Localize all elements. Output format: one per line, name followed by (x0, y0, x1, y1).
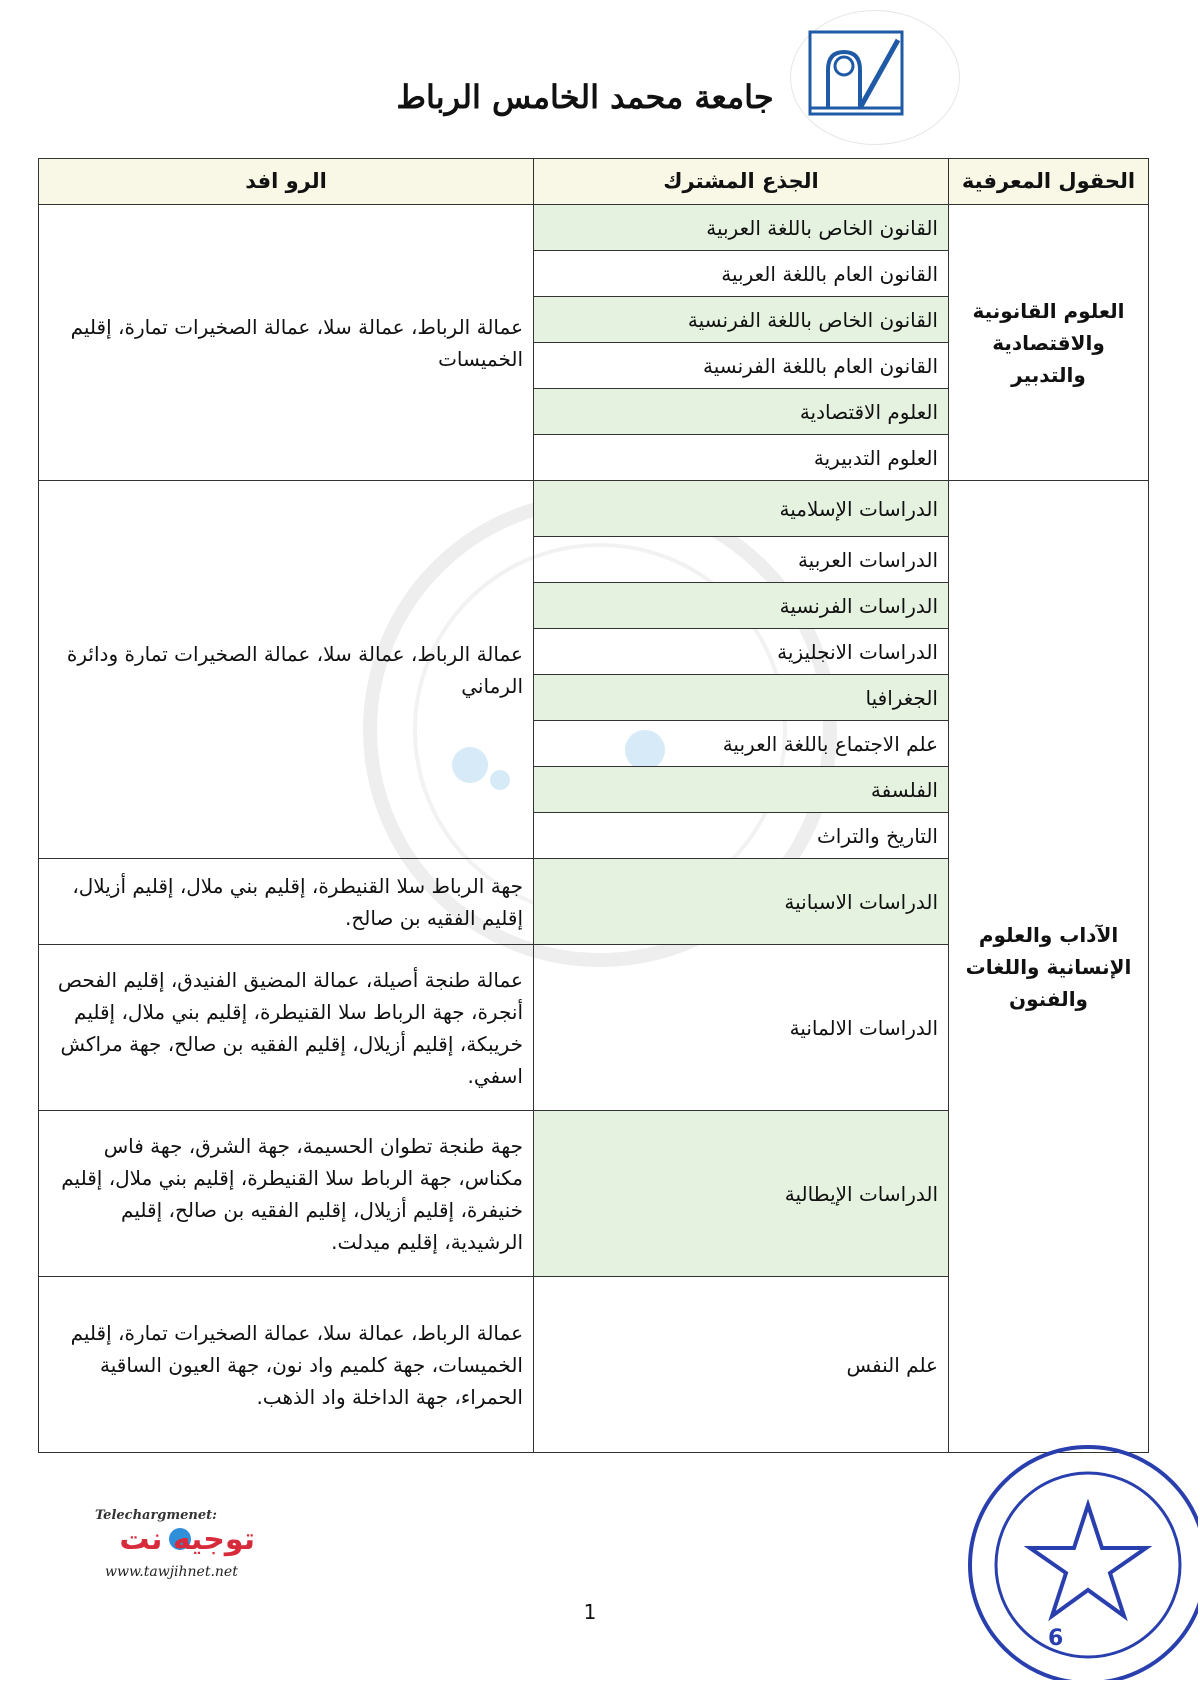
tawjihnet-logo (95, 1508, 285, 1588)
header-tronc: الجذع المشترك (534, 159, 949, 205)
rawafid-cell: عمالة الرباط، عمالة سلا، عمالة الصخيرات تمارة، إقليم الخميسات، جهة كلميم واد نون، جهة العيون الساقية الحمراء، جهة الداخلة واد الذهب. (39, 1277, 534, 1453)
rawafid-cell: عمالة طنجة أصيلة، عمالة المضيق الفنيدق، إقليم الفحص أنجرة، جهة الرباط سلا القنيطرة، إقليم بني ملال، إقليم خريبكة، إقليم أزيلال، إقليم الفقيه بن صالح، جهة مراكش اسفي. (39, 945, 534, 1111)
tronc-cell: القانون العام باللغة الفرنسية (534, 343, 949, 389)
site-url: www.tawjihnet.net (105, 1564, 238, 1580)
rawafid-cell: جهة طنجة تطوان الحسيمة، جهة الشرق، جهة فاس مكناس، جهة الرباط سلا القنيطرة، إقليم بني ملال، إقليم خنيفرة، إقليم أزيلال، إقليم الفقيه بن صالح، إقليم الرشيدية، إقليم ميدلت. (39, 1111, 534, 1277)
field-cell-letters: الآداب والعلوم الإنسانية واللغات والفنون (949, 481, 1149, 1453)
brand-name: توجيه نت (119, 1522, 255, 1557)
rawafid-cell: عمالة الرباط، عمالة سلا، عمالة الصخيرات تمارة ودائرة الرماني (39, 481, 534, 859)
tronc-cell: الجغرافيا (534, 675, 949, 721)
download-label: Telechargmenet: (95, 1508, 217, 1523)
tronc-cell: القانون العام باللغة العربية (534, 251, 949, 297)
table-row (39, 205, 1149, 251)
svg-text:6: 6 (1048, 1626, 1064, 1651)
rawafid-cell: جهة الرباط سلا القنيطرة، إقليم بني ملال، إقليم أزيلال، إقليم الفقيه بن صالح. (39, 859, 534, 945)
rawafid-cell: عمالة الرباط، عمالة سلا، عمالة الصخيرات تمارة، إقليم الخميسات (39, 205, 534, 481)
tronc-cell: الفلسفة (534, 767, 949, 813)
tronc-cell: التاريخ والتراث (534, 813, 949, 859)
header-rawafid: الرو افد (39, 159, 534, 205)
tronc-cell: الدراسات الفرنسية (534, 583, 949, 629)
header-fields: الحقول المعرفية (949, 159, 1149, 205)
tronc-cell: العلوم الاقتصادية (534, 389, 949, 435)
page-number: 1 (583, 1600, 597, 1624)
field-cell-law: العلوم القانونية والاقتصادية والتدبير (949, 205, 1149, 481)
tronc-cell: الدراسات الانجليزية (534, 629, 949, 675)
official-stamp-icon (948, 1430, 1198, 1680)
table-header-row (39, 159, 1149, 205)
tronc-cell: علم النفس (534, 1277, 949, 1453)
programs-table (38, 158, 1149, 1453)
table-row (39, 481, 1149, 537)
tronc-cell: الدراسات العربية (534, 537, 949, 583)
tronc-cell: العلوم التدبيرية (534, 435, 949, 481)
tronc-cell: الدراسات الاسبانية (534, 859, 949, 945)
page-header (0, 0, 1200, 150)
university-logo-icon (808, 30, 904, 116)
tronc-cell: الدراسات الالمانية (534, 945, 949, 1111)
university-title: جامعة محمد الخامس الرباط (396, 78, 774, 116)
tronc-cell: القانون الخاص باللغة العربية (534, 205, 949, 251)
tronc-cell: الدراسات الإسلامية (534, 481, 949, 537)
tronc-cell: الدراسات الإيطالية (534, 1111, 949, 1277)
tronc-cell: علم الاجتماع باللغة العربية (534, 721, 949, 767)
tronc-cell: القانون الخاص باللغة الفرنسية (534, 297, 949, 343)
